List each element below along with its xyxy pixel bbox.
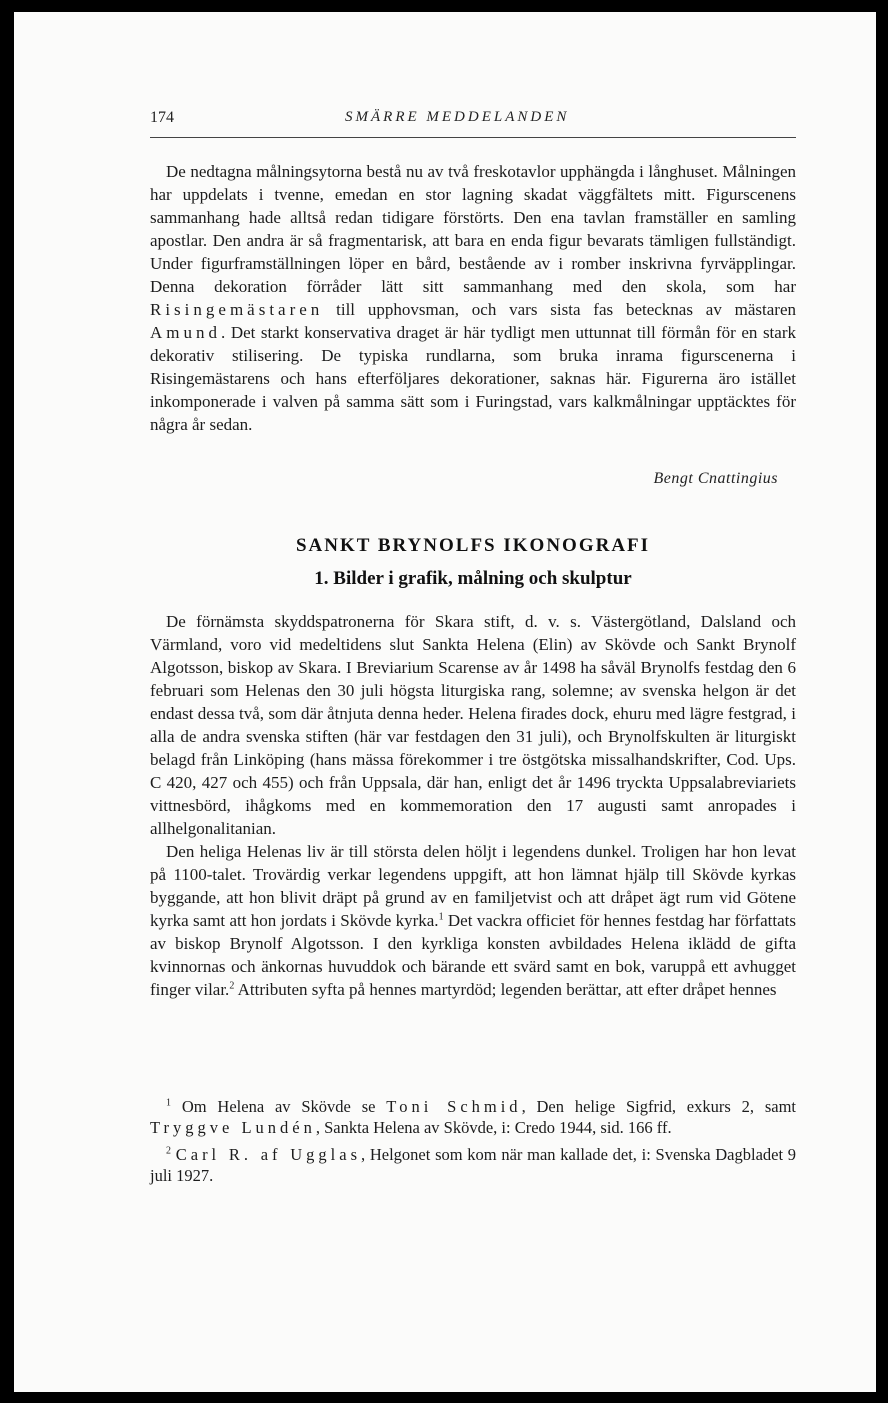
running-title: SMÄRRE MEDDELANDEN: [345, 109, 570, 125]
footnote-mark: 2: [166, 1145, 171, 1157]
footnote: [150, 1144, 796, 1186]
subsection-title: 1. Bilder i grafik, målning och skulptur: [314, 568, 632, 589]
spaced-name: Tryggve Lundén: [150, 1118, 316, 1137]
text-run: Det vackra officiet för hennes festdag har författats av biskop Brynolf Algotsson. I den kyrkliga konsten avbildades Helena iklädd de gifta kvinnornas och änkornas huvuddok och bärande ett svärd samt en bok, varuppå ett avhugget finger vilar.: [150, 911, 796, 999]
spaced-name: Toni Schmid: [386, 1097, 522, 1116]
text-run: Den heliga Helenas liv är till största delen höljt i legendens dunkel. Troligen har hon levat på 1100-talet. Trovärdig verkar legendens uppgift, att hon lämnat hjälp till Skövde kyrkas byggande, att hon blivit dräpt på grund av en familjetvist och att dråpet ägt rum vid Götene kyrka samt att hon jordats i Skövde kyrka.: [150, 842, 796, 930]
text-run: , Sankta Helena av Skövde, i: Credo 1944, sid. 166 ff.: [315, 1118, 672, 1137]
footnote: [150, 1096, 796, 1138]
text-run: , Helgonet som kom när man kallade det, i: Svenska Dagbladet 9 juli 1927.: [150, 1145, 797, 1185]
footnote-mark: 1: [166, 1097, 171, 1109]
text-run: Attributen syfta på hennes martyrdöd; legenden berättar, att efter dråpet hennes: [234, 980, 777, 999]
page-number: 174: [150, 109, 174, 126]
footnote-ref: 1: [438, 911, 444, 923]
footnote-ref: 2: [229, 980, 235, 992]
spaced-name: Amund: [150, 323, 221, 342]
text-run: till upphovsman, och vars sista fas betecknas av mästaren: [323, 300, 796, 319]
text-run: Om Helena av Skövde se: [171, 1097, 387, 1116]
paragraph: De förnämsta skyddspatronerna för Skara stift, d. v. s. Västergötland, Dalsland och Värmland, voro vid medeltidens slut Sankta Helena (Elin) av Skövde och Sankt Brynolf Algotsson, biskop av Skara. I Breviarium Scarense av år 1498 ha såväl Brynolfs festdag den 6 februari som Helenas den 30 juli högsta liturgiska rang, solemne; av svenska helgon är det endast dessa två, som där åtnjuta denna heder. Helena firades dock, ehuru med lägre festgrad, i alla de andra svenska stiften (här var festdagen den 31 juli), och Brynolfskulten är liturgiskt belagd från Linköping (hans mässa förekommer i tre östgötska missalhandskrifter, Cod. Ups. C 420, 427 och 455) och från Uppsala, där han, enligt det år 1496 tryckta Uppsalabreviariets vittnesbörd, ihågkoms med en kommemoration den 17 augusti samt anropades i allhelgonalitanian.: [150, 612, 796, 838]
paragraph: [150, 840, 796, 1001]
article-iconography-text: [150, 610, 796, 1001]
article-fresco-text: [150, 160, 796, 436]
author-signature: Bengt Cnattingius: [653, 470, 778, 487]
paragraph: [150, 160, 796, 436]
footnotes: [150, 1096, 796, 1192]
text-run: De nedtagna målningsytorna bestå nu av två freskotavlor upphängda i långhuset. Målningen har uppdelats i tvenne, emedan en stor lagning skadat väggfältets mitt. Figurscenens sammanhang hade alltså redan tidigare förstörts. Den ena tavlan framställer en samling apostlar. Den andra är så fragmentarisk, att bara en enda figur bevarats tämligen fullständigt. Under figurframställningen löper en bård, bestående av i romber inskrivna fyrväpplingar. Denna dekoration förråder lätt sitt sammanhang med den skola, som har: [150, 162, 796, 296]
section-title: SANKT BRYNOLFS IKONOGRAFI: [295, 535, 651, 556]
spaced-name: Carl R. af Ugglas: [175, 1145, 362, 1164]
spaced-name: Risingemästaren: [150, 300, 324, 319]
text-run: , Den helige Sigfrid, exkurs 2, samt: [521, 1097, 796, 1116]
page-header: [150, 103, 796, 138]
text-run: . Det starkt konservativa draget är här tydligt men uttunnat till förmån för en stark dekorativ stilisering. De typiska rundlarna, som bruka inrama figurscenerna i Risingemästarens och hans efterföljares dekorationer, saknas här. Figurerna äro istället inkomponerade i valven på samma sätt som i Furingstad, vars kalkmålningar upptäcktes för några år sedan.: [150, 323, 796, 434]
